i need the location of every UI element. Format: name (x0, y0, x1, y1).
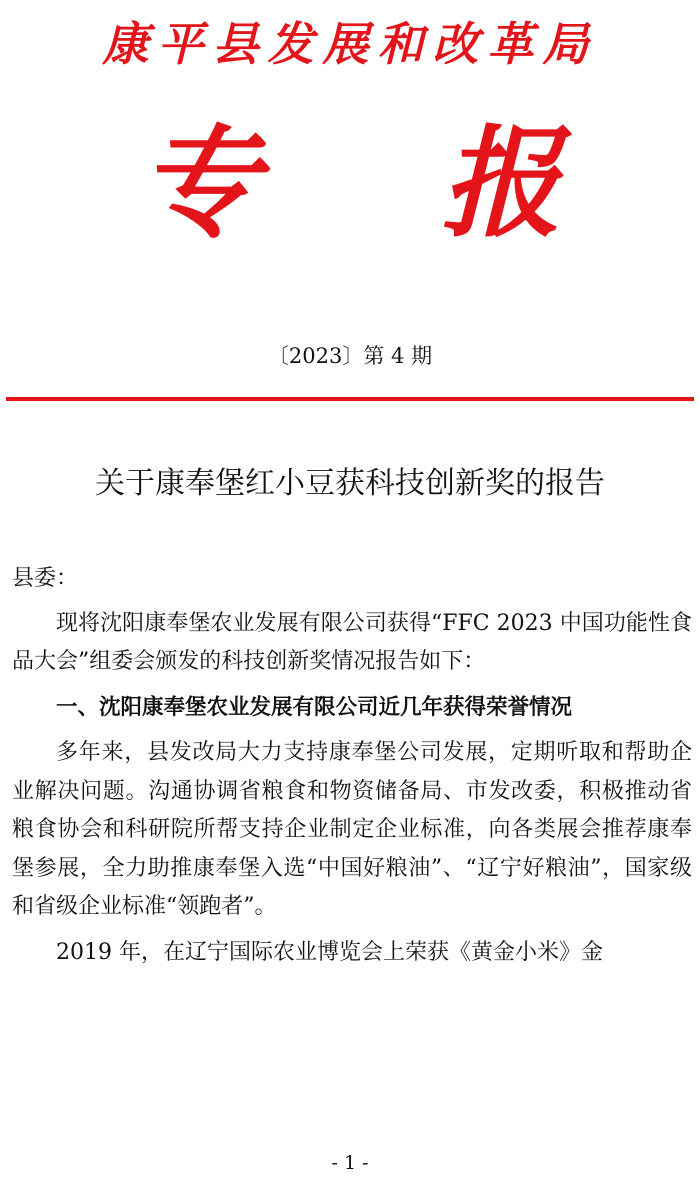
header-divider (6, 397, 694, 401)
section-heading: 一、沈阳康奉堡农业发展有限公司近几年获得荣誉情况 (56, 694, 573, 720)
organization-name: 康平县发展和改革局 (102, 17, 598, 71)
body-paragraph: 多年来，县发改局大力支持康奉堡公司发展，定期听取和帮助企业解决问题。沟通协调省粮食和物资储备局、市发改委，积极推动省粮食协会和科研院所帮支持企业制定企业标准，向各类展会推荐康奉堡参展，全力助推康奉堡入选“中国好粮油”、“辽宁好粮油”，国家级和省级企业标准“领跑者”。 (12, 740, 692, 919)
report-body (12, 560, 692, 972)
body-paragraph: 2019 年，在辽宁国际农业博览会上荣获《黄金小米》金 (56, 939, 603, 965)
bulletin-name: 专 报 (139, 113, 631, 254)
report-title: 关于康奉堡红小豆获科技创新奖的报告 (95, 466, 605, 501)
issue-number: 〔2023〕第 4 期 (267, 344, 433, 368)
salutation: 县委： (12, 566, 79, 591)
page-number: - 1 - (331, 1152, 369, 1174)
intro-paragraph: 现将沈阳康奉堡农业发展有限公司获得“FFC 2023 中国功能性食品大会”组委会颁发的科技创新奖情况报告如下： (12, 610, 692, 674)
